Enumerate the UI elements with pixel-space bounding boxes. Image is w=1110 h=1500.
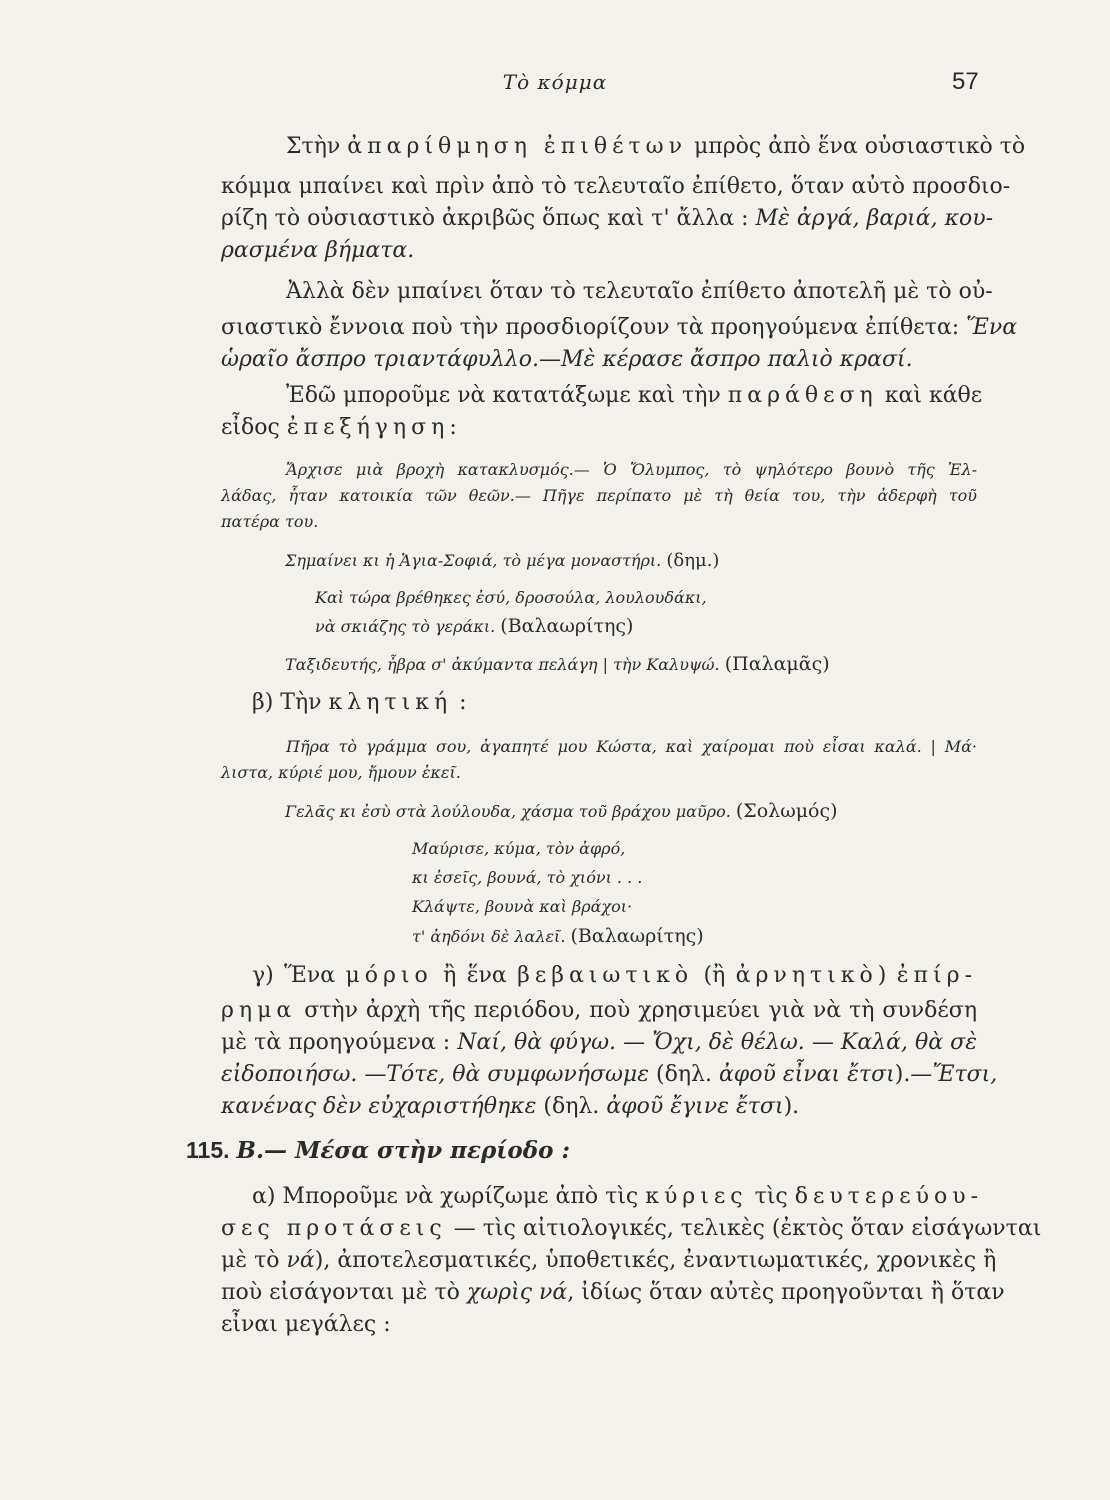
text-line: μὲ τὸ νά), ἀποτελεσματικές, ὑποθετικές, ἐναντιωματικές, χρονικὲς ἢ <box>221 1248 997 1273</box>
text-line: ρίζη τὸ οὐσιαστικὸ ἀκριβῶς ὅπως καὶ τ' ἄλλα : Μὲ ἀργά, βαριά, κου- <box>221 206 994 231</box>
text-line: Ἀλλὰ δὲν μπαίνει ὅταν τὸ τελευταῖο ἐπίθετο ἀποτελῆ μὲ τὸ οὐ- <box>286 279 993 304</box>
example-line: λιστα, κύριέ μου, ἤμουν ἐκεῖ. <box>221 763 461 782</box>
quote-line: Γελᾶς κι ἐσὺ στὰ λούλουδα, χάσμα τοῦ βράχου μαῦρο. (Σολωμός) <box>285 800 838 822</box>
text-line: εἶδος ἐπεξήγηση: <box>221 415 457 440</box>
section-number: 115. <box>186 1137 230 1163</box>
quote-source: (Παλαμᾶς) <box>724 653 830 675</box>
text-line: κόμμα μπαίνει καὶ πρὶν ἀπὸ τὸ τελευταῖο ἐπίθετο, ὅταν αὐτὸ προσδιο- <box>221 174 1011 199</box>
text-line: γ) Ἕνα μόριο ἢ ἕνα βεβαιωτικὸ (ἢ ἀρνητικὸ) ἐπίρ- <box>252 963 978 988</box>
page-number: 57 <box>952 68 979 95</box>
text-line: ὡραῖο ἄσπρο τριαντάφυλλο.—Μὲ κέρασε ἄσπρο παλιὸ κρασί. <box>221 347 913 372</box>
text-line: ρασμένα βήματα. <box>221 238 415 263</box>
quote-source: (Βαλαωρίτης) <box>500 615 634 637</box>
quote-line: Σημαίνει κι ἡ Ἁγια-Σοφιά, τὸ μέγα μοναστήρι. (δημ.) <box>285 550 720 571</box>
text-line: κανένας δὲν εὐχαριστήθηκε (δηλ. ἀφοῦ ἔγινε ἔτσι). <box>221 1094 800 1119</box>
quote-source: (Βαλαωρίτης) <box>570 925 704 947</box>
text-line: μὲ τὰ προηγούμενα : Ναί, θὰ φύγω. — Ὄχι, δὲ θέλω. — Καλά, θὰ σὲ <box>221 1030 978 1055</box>
text-line: εἰδοποιήσω. —Τότε, θὰ συμφωνήσωμε (δηλ. ἀφοῦ εἶναι ἔτσι).—Ἔτσι, <box>221 1062 998 1087</box>
section-heading <box>186 1134 942 1168</box>
text-line: ποὺ εἰσάγονται μὲ τὸ χωρὶς νά, ἰδίως ὅταν αὐτὲς προηγοῦνται ἢ ὅταν <box>221 1280 1005 1305</box>
example-line: Πῆρα τὸ γράμμα σου, ἀγαπητέ μου Κώστα, καὶ χαίρομαι ποὺ εἶσαι καλά. | Μά· <box>286 737 977 756</box>
text-line: σιαστικὸ ἔννοια ποὺ τὴν προσδιορίζουν τὰ προηγούμενα ἐπίθετα: Ἕνα <box>221 315 1018 340</box>
subsection-label: β) Τὴν κλητική : <box>252 690 467 715</box>
text-line: ρημα στὴν ἀρχὴ τῆς περιόδου, ποὺ χρησιμεύει γιὰ νὰ τὴ συνδέση <box>221 998 977 1023</box>
text-line: σες προτάσεις — τὶς αἰτιολογικές, τελικὲς (ἐκτὸς ὅταν εἰσάγωνται <box>221 1216 1042 1241</box>
text-line: α) Μποροῦμε νὰ χωρίζωμε ἀπὸ τὶς κύριες τὶς δευτερεύου- <box>252 1184 984 1209</box>
quote-line: Καὶ τώρα βρέθηκες ἐσύ, δροσούλα, λουλουδάκι, <box>315 588 707 607</box>
quote-line: τ' ἀηδόνι δὲ λαλεῖ. (Βαλαωρίτης) <box>412 925 704 947</box>
quote-line: νὰ σκιάζης τὸ γεράκι. (Βαλαωρίτης) <box>315 615 634 637</box>
example-line: Ἄρχισε μιὰ βροχὴ κατακλυσμός.— Ὁ Ὄλυμπος, τὸ ψηλότερο βουνὸ τῆς Ἑλ- <box>286 460 977 479</box>
quote-line: Ταξιδευτής, ἦβρα σ' ἀκύμαντα πελάγη | τὴν Καλυψώ. (Παλαμᾶς) <box>285 653 830 675</box>
running-header: Τὸ κόμμα <box>502 70 608 94</box>
text-line: Ἐδῶ μποροῦμε νὰ κατατάξωμε καὶ τὴν παράθεση καὶ κάθε <box>286 383 983 408</box>
example-line: λάδας, ἦταν κατοικία τῶν θεῶν.— Πῆγε περίπατο μὲ τὴ θεία του, τὴν ἀδερφὴ τοῦ <box>221 486 977 505</box>
text-line: Στὴν ἀπαρίθμηση ἐπιθέτων μπρὸς ἀπὸ ἕνα οὐσιαστικὸ τὸ <box>286 134 1026 159</box>
quote-line: κι ἐσεῖς, βουνά, τὸ χιόνι . . . <box>412 868 643 887</box>
text-line: εἶναι μεγάλες : <box>221 1312 391 1337</box>
quote-line: Κλάψτε, βουνὰ καὶ βράχοι· <box>412 897 633 916</box>
quote-source: (δημ.) <box>666 550 720 571</box>
quote-line: Μαύρισε, κύμα, τὸν ἀφρό, <box>412 839 626 858</box>
example-line: πατέρα του. <box>221 512 319 531</box>
section-title: Β.— Μέσα στὴν περίοδο : <box>236 1137 570 1164</box>
quote-source: (Σολωμός) <box>735 800 838 822</box>
